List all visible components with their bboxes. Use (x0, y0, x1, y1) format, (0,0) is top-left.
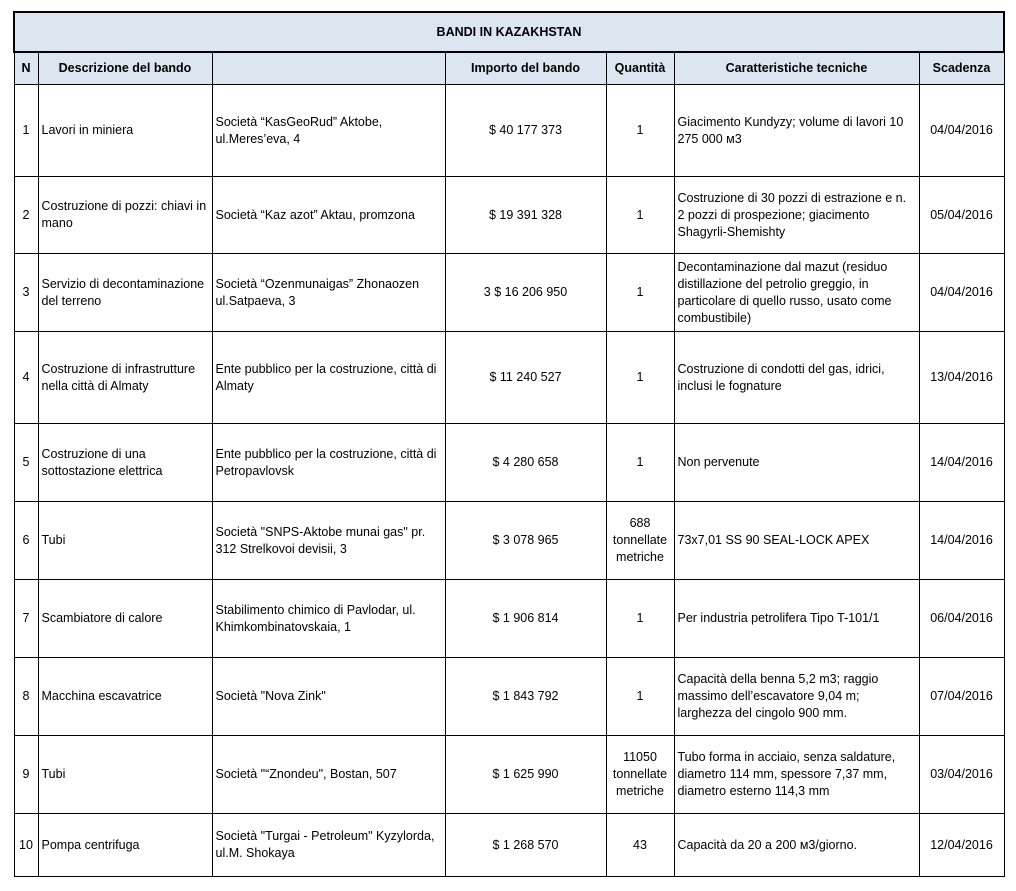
cell-importo: $ 3 078 965 (445, 502, 606, 580)
cell-quantita: 1 (606, 332, 674, 424)
cell-quantita: 1 (606, 177, 674, 254)
header-caratteristiche: Caratteristiche tecniche (674, 52, 919, 85)
cell-quantita: 1 (606, 658, 674, 736)
cell-quantita: 1 (606, 424, 674, 502)
table-row (14, 814, 1004, 877)
cell-ente: Società "“Znondeu", Bostan, 507 (212, 736, 445, 814)
cell-ente: Società “KasGeoRud” Aktobe, ul.Meres’eva, 4 (212, 85, 445, 177)
header-ente (212, 52, 445, 85)
cell-ente: Ente pubblico per la costruzione, città di Petropavlovsk (212, 424, 445, 502)
cell-scadenza: 05/04/2016 (919, 177, 1004, 254)
cell-scadenza: 14/04/2016 (919, 424, 1004, 502)
cell-n: 8 (14, 658, 38, 736)
cell-importo: $ 1 906 814 (445, 580, 606, 658)
cell-descrizione: Pompa centrifuga (38, 814, 212, 877)
cell-scadenza: 12/04/2016 (919, 814, 1004, 877)
cell-n: 7 (14, 580, 38, 658)
cell-quantita: 1 (606, 85, 674, 177)
table-row (14, 658, 1004, 736)
table-title: BANDI IN KAZAKHSTAN (14, 12, 1004, 52)
table-row (14, 502, 1004, 580)
cell-n: 9 (14, 736, 38, 814)
cell-descrizione: Servizio di decontaminazione del terreno (38, 254, 212, 332)
cell-scadenza: 06/04/2016 (919, 580, 1004, 658)
header-importo: Importo del bando (445, 52, 606, 85)
cell-n: 2 (14, 177, 38, 254)
cell-caratteristiche: Per industria petrolifera Tipo T-101/1 (674, 580, 919, 658)
cell-n: 4 (14, 332, 38, 424)
cell-importo: $ 1 268 570 (445, 814, 606, 877)
cell-ente: Stabilimento chimico di Pavlodar, ul. Khimkombinatovskaia, 1 (212, 580, 445, 658)
tenders-sheet (13, 11, 1005, 877)
cell-importo: $ 1 625 990 (445, 736, 606, 814)
cell-descrizione: Tubi (38, 736, 212, 814)
cell-descrizione: Tubi (38, 502, 212, 580)
cell-descrizione: Macchina escavatrice (38, 658, 212, 736)
table-row (14, 736, 1004, 814)
cell-scadenza: 14/04/2016 (919, 502, 1004, 580)
table-row (14, 332, 1004, 424)
table-row (14, 85, 1004, 177)
cell-caratteristiche: Giacimento Kundyzy; volume di lavori 10 275 000 м3 (674, 85, 919, 177)
table-title-row (14, 12, 1004, 52)
cell-caratteristiche: Costruzione di 30 pozzi di estrazione e n. 2 pozzi di prospezione; giacimento Shagyrli-Shemishty (674, 177, 919, 254)
header-row (14, 52, 1004, 85)
cell-quantita: 688 tonnellate metriche (606, 502, 674, 580)
cell-importo: $ 11 240 527 (445, 332, 606, 424)
cell-ente: Società "Nova Zink" (212, 658, 445, 736)
cell-caratteristiche: Decontaminazione dal mazut (residuo distillazione del petrolio greggio, in particolare di quello russo, usato come combustibile) (674, 254, 919, 332)
cell-n: 3 (14, 254, 38, 332)
cell-quantita: 11050 tonnellate metriche (606, 736, 674, 814)
cell-descrizione: Costruzione di infrastrutture nella città di Almaty (38, 332, 212, 424)
cell-caratteristiche: Costruzione di condotti del gas, idrici, inclusi le fognature (674, 332, 919, 424)
cell-caratteristiche: Tubo forma in acciaio, senza saldature, diametro 114 mm, spessore 7,37 mm, diametro esterno 114,3 mm (674, 736, 919, 814)
cell-importo: $ 40 177 373 (445, 85, 606, 177)
cell-quantita: 1 (606, 580, 674, 658)
cell-importo: $ 1 843 792 (445, 658, 606, 736)
cell-scadenza: 04/04/2016 (919, 85, 1004, 177)
cell-ente: Società “Kaz azot” Aktau, promzona (212, 177, 445, 254)
cell-scadenza: 13/04/2016 (919, 332, 1004, 424)
table-row (14, 424, 1004, 502)
cell-scadenza: 04/04/2016 (919, 254, 1004, 332)
cell-caratteristiche: Non pervenute (674, 424, 919, 502)
cell-ente: Società "Turgai - Petroleum" Kyzylorda, ul.M. Shokaya (212, 814, 445, 877)
cell-quantita: 43 (606, 814, 674, 877)
cell-caratteristiche: 73x7,01 SS 90 SEAL-LOCK APEX (674, 502, 919, 580)
cell-caratteristiche: Capacità della benna 5,2 m3; raggio massimo dell’escavatore 9,04 m; larghezza del cingolo 900 mm. (674, 658, 919, 736)
cell-descrizione: Lavori in miniera (38, 85, 212, 177)
table-row (14, 580, 1004, 658)
cell-importo: 3 $ 16 206 950 (445, 254, 606, 332)
cell-n: 10 (14, 814, 38, 877)
cell-n: 5 (14, 424, 38, 502)
cell-scadenza: 07/04/2016 (919, 658, 1004, 736)
cell-scadenza: 03/04/2016 (919, 736, 1004, 814)
table-row (14, 177, 1004, 254)
cell-importo: $ 4 280 658 (445, 424, 606, 502)
header-n: N (14, 52, 38, 85)
cell-ente: Società “Ozenmunaigas” Zhonaozen ul.Satpaeva, 3 (212, 254, 445, 332)
tenders-table (13, 11, 1005, 877)
header-quantita: Quantità (606, 52, 674, 85)
cell-n: 6 (14, 502, 38, 580)
cell-caratteristiche: Capacità da 20 a 200 м3/giorno. (674, 814, 919, 877)
header-descrizione: Descrizione del bando (38, 52, 212, 85)
cell-ente: Società "SNPS-Aktobe munai gas" pr. 312 Strelkovoi devisii, 3 (212, 502, 445, 580)
cell-descrizione: Costruzione di pozzi: chiavi in mano (38, 177, 212, 254)
cell-quantita: 1 (606, 254, 674, 332)
header-scadenza: Scadenza (919, 52, 1004, 85)
cell-descrizione: Costruzione di una sottostazione elettrica (38, 424, 212, 502)
cell-ente: Ente pubblico per la costruzione, città di Almaty (212, 332, 445, 424)
cell-importo: $ 19 391 328 (445, 177, 606, 254)
table-row (14, 254, 1004, 332)
cell-n: 1 (14, 85, 38, 177)
cell-descrizione: Scambiatore di calore (38, 580, 212, 658)
